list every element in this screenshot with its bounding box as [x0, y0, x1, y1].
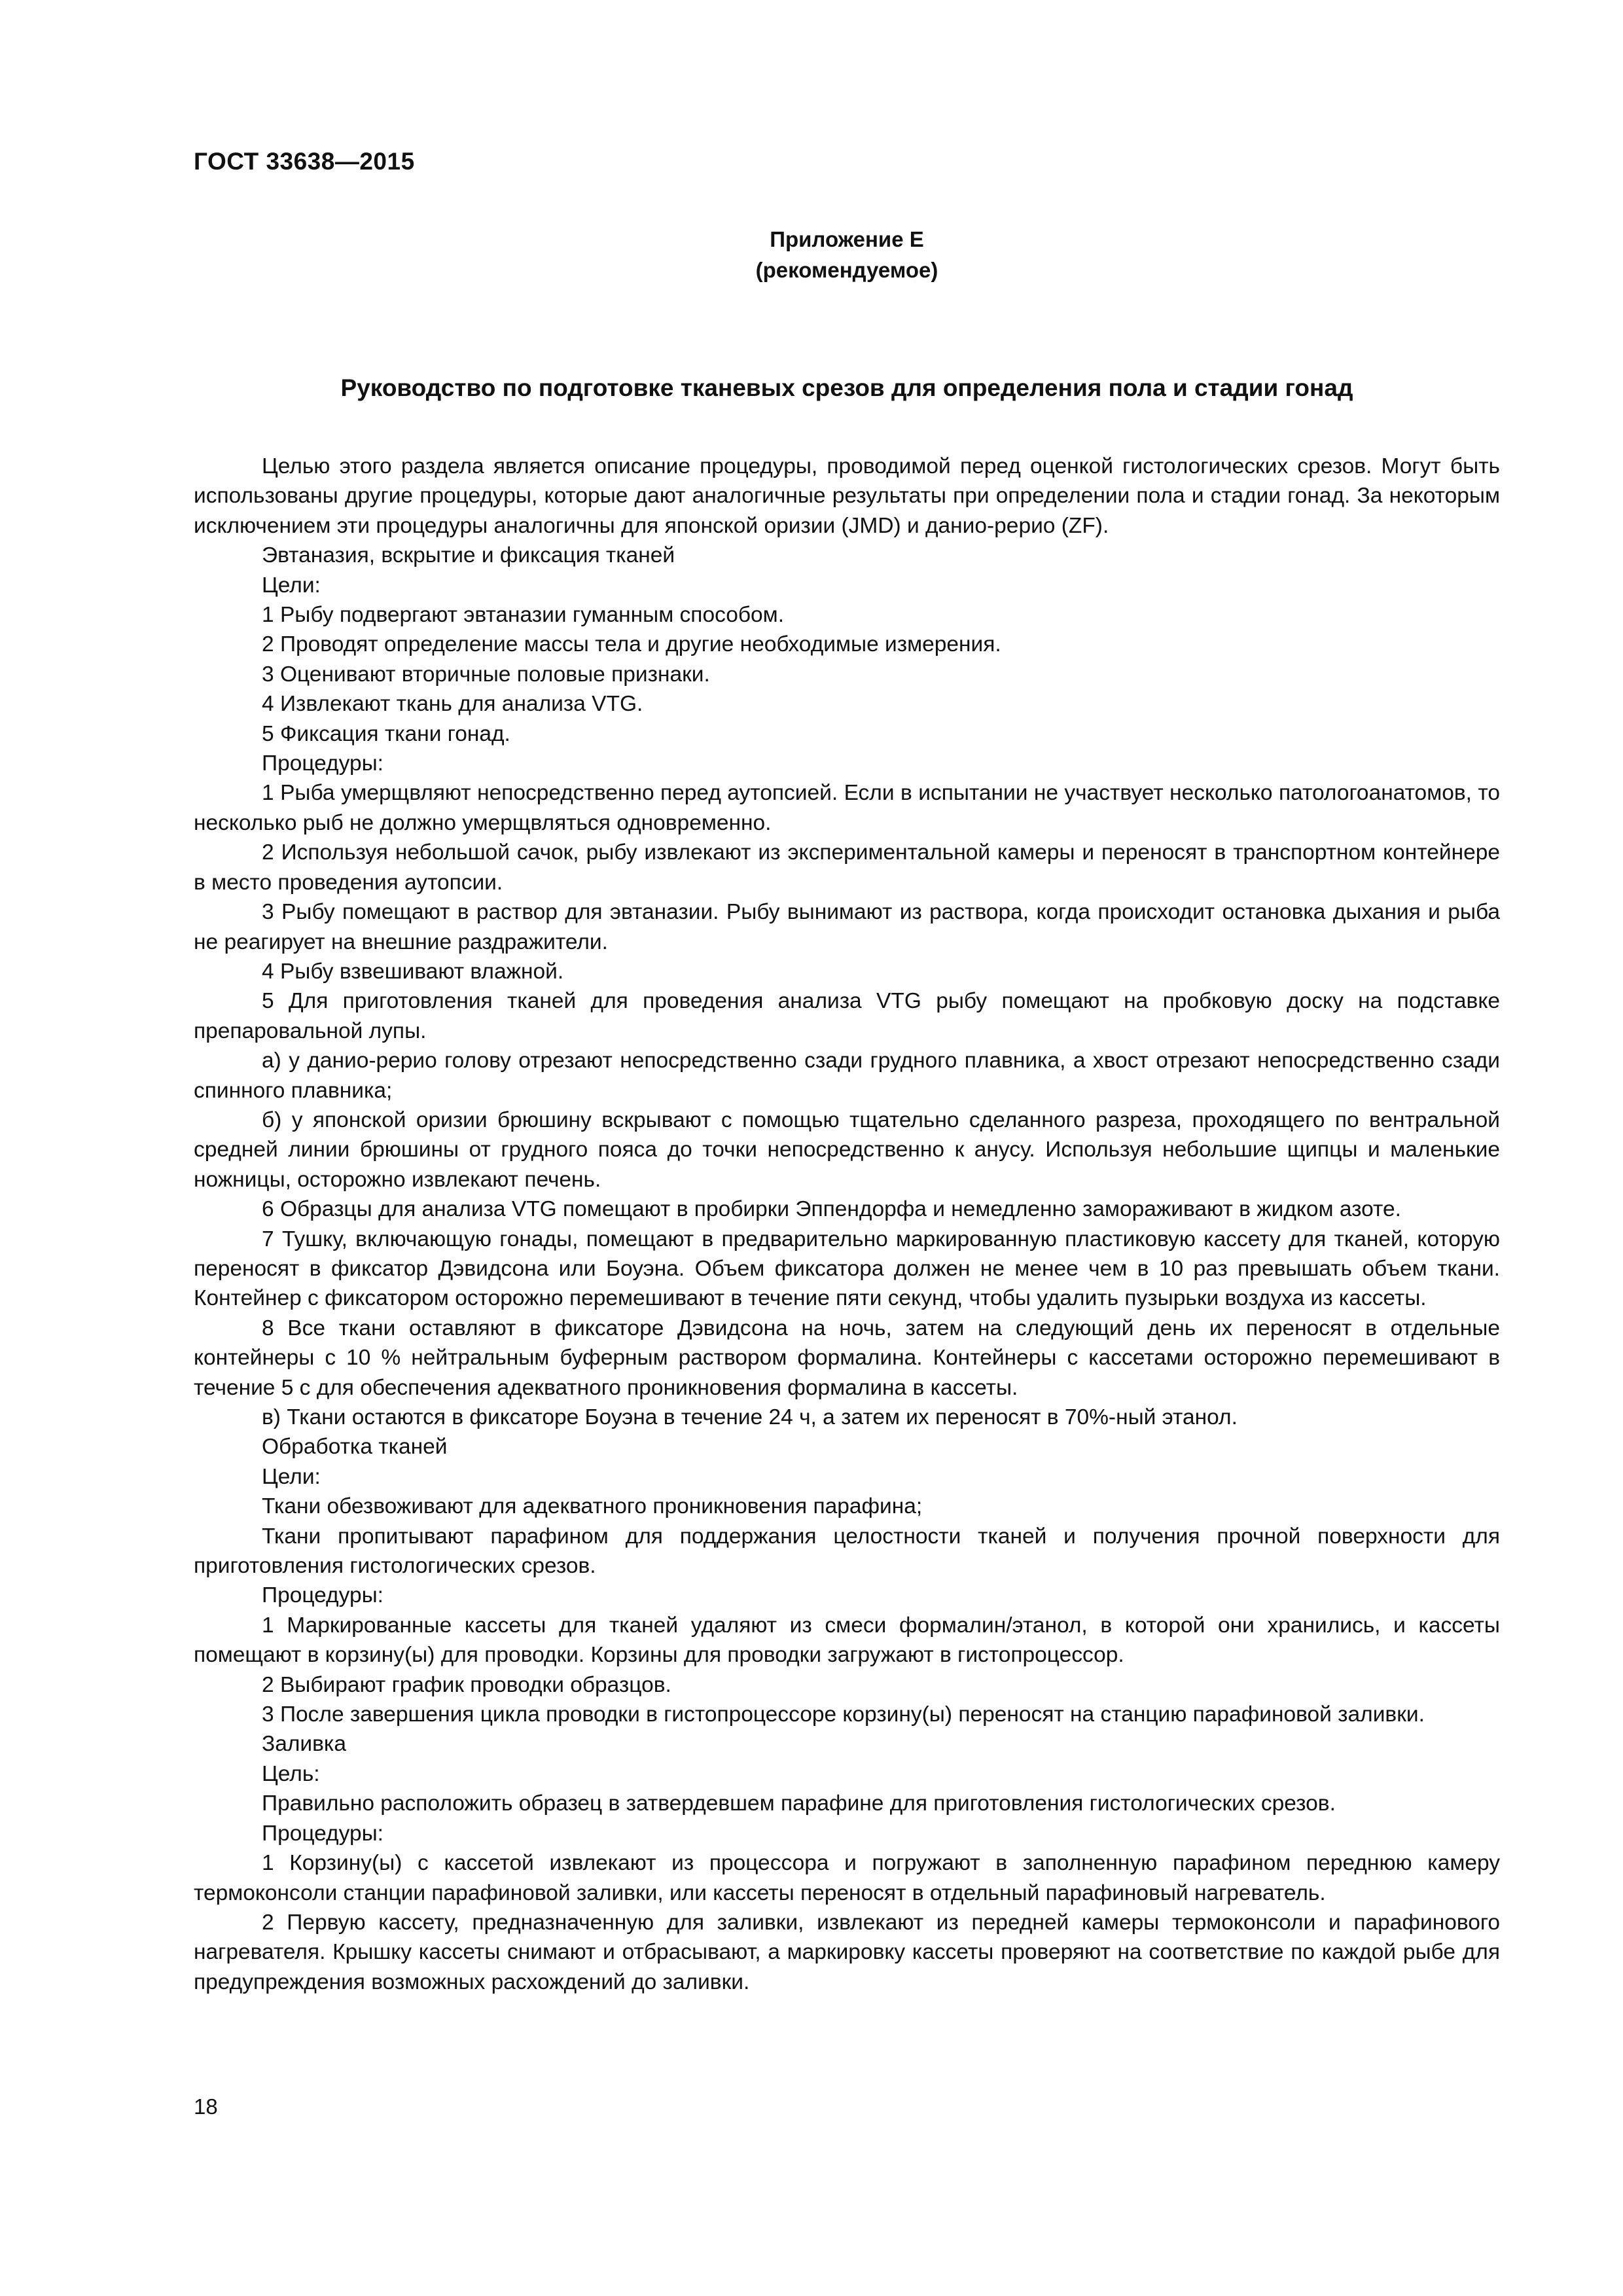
- paragraph: 3 После завершения цикла проводки в гистопроцессоре корзину(ы) переносят на станцию парафиновой заливки.: [262, 1702, 1425, 1727]
- paragraph: Эвтаназия, вскрытие и фиксация тканей: [262, 543, 675, 568]
- page-number: 18: [194, 2094, 218, 2119]
- appendix-label: Приложение Е: [770, 227, 924, 251]
- paragraph: 1 Корзину(ы) с кассетой извлекают из процессора и погружают в заполненную парафином переднюю камеру термоконсоли станции парафиновой заливки, или кассеты переносят в отдельный парафиновый нагреватель.: [194, 1851, 1500, 1905]
- appendix-heading: [194, 224, 1500, 285]
- section-title: Руководство по подготовке тканевых срезов для определения пола и стадии гонад: [340, 374, 1353, 401]
- appendix-status: (рекомендуемое): [755, 258, 938, 282]
- paragraph: 5 Для приготовления тканей для проведения анализа VTG рыбу помещают на пробковую доску на подставке препаровальной лупы.: [194, 989, 1500, 1043]
- paragraph: Процедуры:: [262, 1583, 383, 1608]
- paragraph: 4 Рыбу взвешивают влажной.: [262, 959, 564, 984]
- paragraph: 1 Рыба умерщвляют непосредственно перед аутопсией. Если в испытании не участвует несколько патологоанатомов, то несколько рыб не должно умерщвляться одновременно.: [194, 781, 1500, 835]
- paragraph: Цель:: [262, 1761, 320, 1786]
- paragraph: б) у японской оризии брюшину вскрывают с помощью тщательно сделанного разреза, проходящего по вентральной средней линии брюшины от грудного пояса до точки непосредственно к анусу. Используя небольшие щипцы и маленькие ножницы, осторожно извлекают печень.: [194, 1107, 1500, 1192]
- paragraph: Целью этого раздела является описание процедуры, проводимой перед оценкой гистологических срезов. Могут быть использованы другие процедуры, которые дают аналогичные результаты при определении пола и стадии гонад. За некоторым исключением эти процедуры аналогичны для японской оризии (JMD) и данио-рерио (ZF).: [194, 454, 1500, 538]
- standard-header: ГОСТ 33638—2015: [194, 148, 415, 175]
- body-text: [194, 452, 1500, 1997]
- paragraph: 6 Образцы для анализа VTG помещают в пробирки Эппендорфа и немедленно замораживают в жидком азоте.: [262, 1197, 1401, 1222]
- paragraph: 3 Рыбу помещают в раствор для эвтаназии. Рыбу вынимают из раствора, когда происходит остановка дыхания и рыба не реагирует на внешние раздражители.: [194, 900, 1500, 954]
- paragraph: 2 Проводят определение массы тела и другие необходимые измерения.: [262, 632, 1001, 657]
- paragraph: Обработка тканей: [262, 1435, 448, 1460]
- paragraph: 2 Выбирают график проводки образцов.: [262, 1672, 671, 1697]
- paragraph: 8 Все ткани оставляют в фиксаторе Дэвидсона на ночь, затем на следующий день их переносят в отдельные контейнеры с 10 % нейтральным буферным раствором формалина. Контейнеры с кассетами осторожно перемешивают в течение 5 с для обеспечения адекватного проникновения формалина в кассеты.: [194, 1316, 1500, 1400]
- paragraph: Ткани обезвоживают для адекватного проникновения парафина;: [262, 1494, 923, 1519]
- paragraph: в) Ткани остаются в фиксаторе Боуэна в течение 24 ч, а затем их переносят в 70%-ный этанол.: [262, 1405, 1238, 1429]
- paragraph: 5 Фиксация ткани гонад.: [262, 721, 510, 746]
- paragraph: 2 Используя небольшой сачок, рыбу извлекают из экспериментальной камеры и переносят в транспортном контейнере в место проведения аутопсии.: [194, 840, 1500, 895]
- paragraph: 1 Маркированные кассеты для тканей удаляют из смеси формалин/этанол, в которой они хранились, и кассеты помещают в корзину(ы) для проводки. Корзины для проводки загружают в гистопроцессор.: [194, 1613, 1500, 1668]
- paragraph: 3 Оценивают вторичные половые признаки.: [262, 662, 710, 687]
- paragraph: Ткани пропитывают парафином для поддержания целостности тканей и получения прочной поверхности для приготовления гистологических срезов.: [194, 1524, 1500, 1579]
- paragraph: Заливка: [262, 1732, 346, 1757]
- paragraph: Процедуры:: [262, 751, 383, 776]
- paragraph: 2 Первую кассету, предназначенную для заливки, извлекают из передней камеры термоконсоли и парафинового нагревателя. Крышку кассеты снимают и отбрасывают, а маркировку кассеты проверяют на соответствие по каждой рыбе для предупреждения возможных расхождений до заливки.: [194, 1910, 1500, 1994]
- paragraph: а) у данио-рерио голову отрезают непосредственно сзади грудного плавника, а хвост отрезают непосредственно сзади спинного плавника;: [194, 1049, 1500, 1103]
- paragraph: Цели:: [262, 1464, 321, 1489]
- paragraph: Процедуры:: [262, 1821, 383, 1846]
- paragraph: 4 Извлекают ткань для анализа VTG.: [262, 692, 643, 717]
- paragraph: Цели:: [262, 573, 321, 598]
- paragraph: 1 Рыбу подвергают эвтаназии гуманным способом.: [262, 603, 784, 628]
- paragraph: Правильно расположить образец в затвердевшем парафине для приготовления гистологических срезов.: [262, 1791, 1336, 1816]
- paragraph: 7 Тушку, включающую гонады, помещают в предварительно маркированную пластиковую кассету для тканей, которую переносят в фиксатор Дэвидсона или Боуэна. Объем фиксатора должен не менее чем в 10 раз превышать объем ткани. Контейнер с фиксатором осторожно перемешивают в течение пяти секунд, чтобы удалить пузырьки воздуха из кассеты.: [194, 1227, 1500, 1311]
